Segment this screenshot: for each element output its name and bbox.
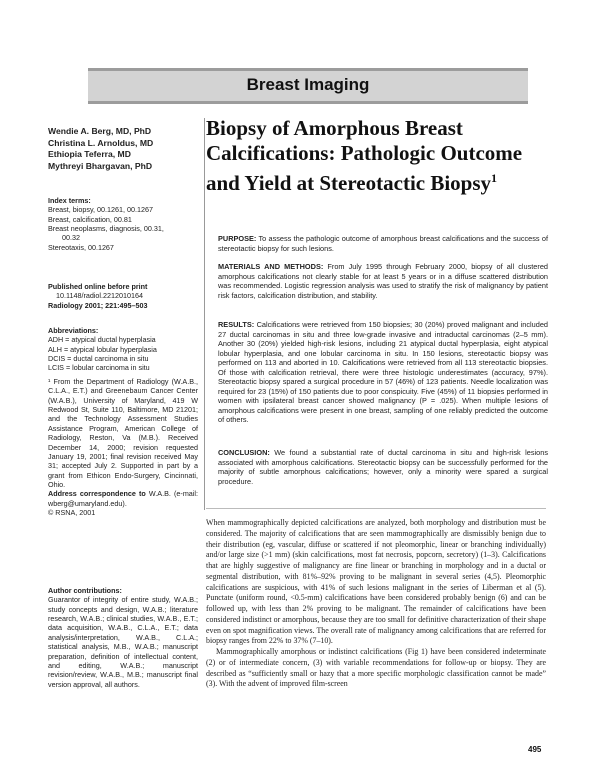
conclusion-text: We found a substantial rate of ductal carcinoma in situ and high-risk lesions associated with amorphous calcifications. Stereotactic biopsy can be successfully performed for the majority of subtle amorphous calcifications; however, only a minority were spared a surgical procedure. (218, 448, 548, 486)
abbreviations (48, 326, 198, 373)
section-label: Breast Imaging (246, 75, 370, 94)
page-number: 495 (528, 745, 542, 754)
publication-info (48, 282, 198, 310)
column-divider (204, 118, 205, 510)
index-term: Breast neoplasms, diagnosis, 00.31, (48, 224, 164, 234)
index-terms (48, 196, 198, 252)
abstract-results (218, 320, 548, 425)
abstract-methods (218, 262, 548, 300)
author-name: Wendie A. Berg, MD, PhD (48, 126, 152, 136)
correspondence-label: Address correspondence to (48, 489, 146, 499)
copyright: © RSNA, 2001 (48, 508, 96, 518)
affiliation-footnote (48, 377, 198, 517)
body-paragraph: Mammographically amorphous or indistinct calcifications (Fig 1) have been considered indeterminate (2) or of intermediate concern, (3) with variable recommendations for follow-up or biopsy. They are described as “sufficiently small or hazy that a more specific morphologic classification cannot be made” (3). With the advent of improved film-screen (206, 647, 546, 689)
body-paragraph: When mammographically depicted calcifications are analyzed, both morphology and distribution must be considered. The majority of calcifications that are seen mammographically are dismissibly benign due to their distribution (eg, vascular, diffuse or scattered if not pleomorphic, linear or branching individually) and/or large size (>1 mm) (skin calcifications, most fat necrosis, popcorn, secretory) (1–3). Calcifications that are highly suggestive of malignancy are fine linear or branching in morphology and in a ductal or segmental distribution, with 81%–92% proving to be malignant in several series (4,5). Pleomorphic calcifications are suspicious, with 41% of such lesions malignant in the series of Liberman et al (5). Punctate (uniform round, <0.5-mm) calcifications have been considered probably benign (6) and can be followed up, with less than 2% proving to be malignant. The remainder of calcifications have been considered indistinct or amorphous, because they are too small for definitive characterization of their shape even on spot magnification views. The overall rate of malignancy among calcifications that are referred for biopsy ranges from 22% to 37% (7–10). (206, 518, 546, 646)
author-list (48, 126, 198, 172)
purpose-text: To assess the pathologic outcome of amorphous breast calcifications and the success of stereotactic biopsy for such lesions. (218, 234, 548, 253)
conclusion-label: CONCLUSION: (218, 448, 270, 457)
abstract-purpose (218, 234, 548, 253)
purpose-label: PURPOSE: (218, 234, 257, 243)
abbreviation: ADH = atypical ductal hyperplasia (48, 335, 156, 345)
index-term: Breast, biopsy, 00.1261, 00.1267 (48, 205, 153, 215)
index-terms-heading: Index terms: (48, 196, 91, 205)
author-name: Christina L. Arnoldus, MD (48, 137, 154, 148)
title-text: Biopsy of Amorphous Breast Calcifications: Pathologic Outcome and Yield at Stereotactic Biopsy (206, 116, 523, 195)
abbreviation: LCIS = lobular carcinoma in situ (48, 363, 150, 373)
correspondence-text: W.A.B. (e-mail: wberg@umaryland.edu). (48, 489, 198, 508)
section-header-band (88, 68, 528, 104)
contributions-heading: Author contributions: (48, 586, 122, 595)
title-footnote-mark: 1 (491, 171, 498, 185)
results-text: Calcifications were retrieved from 150 biopsies; 30 (20%) proved malignant and included 27 ductal carcinomas in situ and three low-grade invasive and intraductal carcinomas (2–5 mm). Another 30 (20%) yielded high-risk lesions, including 21 atypical ductal hyperplasia, eight atypical lobular hyperplasia, and one lobular carcinoma in situ. In 150 lesions, stereotactic biopsy was performed on 113 and aborted in 10. Calcifications were retrieved from all 113 stereotactic biopsies. Of those with calcification retrieval, there were three histologic underestimates (accuracy, 97%). Stereotactic biopsy spared a surgical procedure in 57 (46%) of 123 patients. Needle localization was required for 23 (15%) of 150 patients due to poor conspicuity. Five (45%) of 11 biopsies performed in women with ipsilateral breast cancer showed malignancy (P = .025). When multiple lesions of amorphous calcifications were present in one breast, sampling of one reliably predicted the outcome of others. (218, 320, 548, 425)
contributions-text: Guarantor of integrity of entire study, W.A.B.; study concepts and design, W.A.B.; literature research, W.A.B.; clinical studies, W.A.B., E.T.; data acquisition, W.A.B., C.L.A., E.T.; data analysis/interpretation, W.A.B., C.L.A.; statistical analysis, M.B., W.A.B.; manuscript preparation, definition of intellectual content, and editing, W.A.B.; manuscript revision/review, W.A.B., M.B.; manuscript final version approval, all authors. (48, 595, 198, 689)
abbreviation: ALH = atypical lobular hyperplasia (48, 344, 157, 354)
index-term: 00.32 (62, 233, 80, 243)
article-title (206, 116, 536, 196)
author-name: Mythreyi Bhargavan, PhD (48, 160, 153, 171)
methods-text: From July 1995 through February 2000, biopsy of all clustered amorphous calcifications not clearly stable for at least 5 years or in a diffuse scattered distribution was recommended. Logistic regression analysis was used to stratify the risk of malignancy by patient risk factors, calcification distribution, and stability. (218, 262, 548, 300)
methods-label: MATERIALS AND METHODS: (218, 262, 324, 271)
results-label: RESULTS: (218, 320, 255, 329)
body-text (206, 518, 546, 690)
author-contributions (48, 586, 198, 689)
abbreviations-heading: Abbreviations: (48, 326, 99, 335)
citation: Radiology 2001; 221:495–503 (48, 300, 148, 310)
author-name: Ethiopia Teferra, MD (48, 149, 131, 160)
abbreviation: DCIS = ductal carcinoma in situ (48, 354, 149, 364)
abstract-conclusion (218, 448, 548, 486)
index-term: Stereotaxis, 00.1267 (48, 242, 114, 252)
doi: 10.1148/radiol.2212010164 (56, 291, 143, 301)
affiliation-text: ¹ From the Department of Radiology (W.A.B., C.L.A., E.T.) and Greenebaum Cancer Center (W.A.B.), University of Maryland, 419 W Redwood St, Suite 110, Baltimore, MD 21201; and the Technology Assessment Studies Assistance Program, American College of Radiology, Reston, Va (M.B.). Received December 14, 2000; revision requested January 19, 2001; final revision received May 31; accepted July 2. Supported in part by a grant from Ethicon Endo-Surgery, Cincinnati, Ohio. (48, 377, 198, 489)
abstract-rule (206, 508, 546, 509)
index-term: Breast, calcification, 00.81 (48, 214, 132, 224)
publication-heading: Published online before print (48, 282, 148, 291)
